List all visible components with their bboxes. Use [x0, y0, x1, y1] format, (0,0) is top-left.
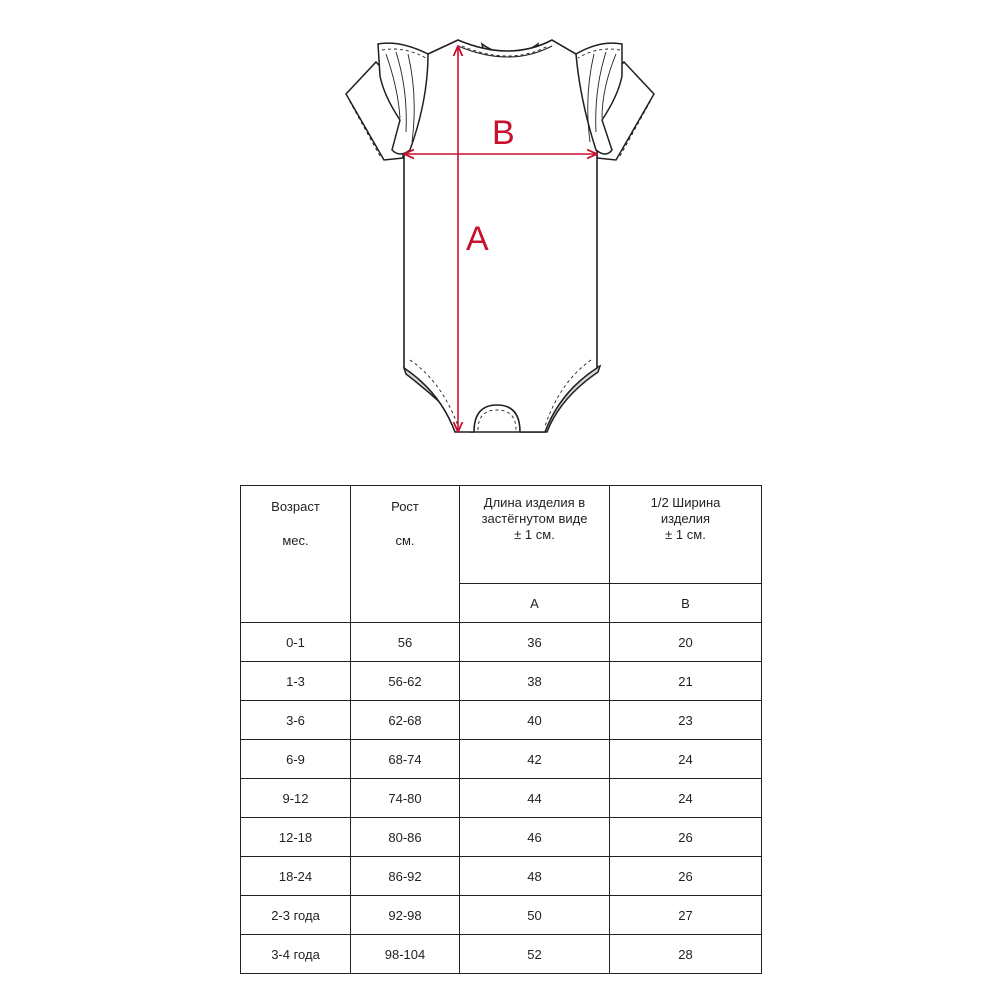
subheader-length: A — [460, 584, 610, 623]
size-chart-table — [240, 485, 762, 974]
cell-age: 1-3 — [241, 662, 351, 701]
bodysuit-diagram — [0, 0, 1000, 470]
cell-length: 50 — [460, 896, 610, 935]
subheader-half-width: B — [610, 584, 762, 623]
header-length: Длина изделия в застёгнутом виде ± 1 см. — [460, 486, 610, 584]
cell-half-width: 28 — [610, 935, 762, 974]
cell-age: 0-1 — [241, 623, 351, 662]
cell-height: 62-68 — [351, 701, 460, 740]
table-row — [241, 740, 762, 779]
cell-age: 6-9 — [241, 740, 351, 779]
cell-height: 56 — [351, 623, 460, 662]
bodysuit-body — [404, 40, 597, 432]
table-row — [241, 662, 762, 701]
cell-height: 56-62 — [351, 662, 460, 701]
cell-length: 52 — [460, 935, 610, 974]
cell-half-width: 27 — [610, 896, 762, 935]
table-row — [241, 818, 762, 857]
cell-height: 86-92 — [351, 857, 460, 896]
cell-length: 38 — [460, 662, 610, 701]
cell-length: 36 — [460, 623, 610, 662]
cell-height: 68-74 — [351, 740, 460, 779]
cell-age: 3-6 — [241, 701, 351, 740]
cell-length: 44 — [460, 779, 610, 818]
cell-half-width: 26 — [610, 857, 762, 896]
header-half-width: 1/2 Ширина изделия ± 1 см. — [610, 486, 762, 584]
table-row — [241, 935, 762, 974]
cell-age: 9-12 — [241, 779, 351, 818]
table-row — [241, 857, 762, 896]
table-row — [241, 701, 762, 740]
cell-age: 12-18 — [241, 818, 351, 857]
cell-length: 42 — [460, 740, 610, 779]
cell-length: 48 — [460, 857, 610, 896]
cell-half-width: 21 — [610, 662, 762, 701]
cell-half-width: 20 — [610, 623, 762, 662]
table-row — [241, 896, 762, 935]
cell-age: 2-3 года — [241, 896, 351, 935]
cell-half-width: 24 — [610, 779, 762, 818]
cell-age: 3-4 года — [241, 935, 351, 974]
header-height: Рост см. — [351, 486, 460, 623]
cell-age: 18-24 — [241, 857, 351, 896]
measure-label-a: A — [466, 220, 489, 258]
cell-height: 92-98 — [351, 896, 460, 935]
cell-height: 98-104 — [351, 935, 460, 974]
cell-height: 74-80 — [351, 779, 460, 818]
cell-half-width: 24 — [610, 740, 762, 779]
cell-length: 40 — [460, 701, 610, 740]
cell-height: 80-86 — [351, 818, 460, 857]
cell-length: 46 — [460, 818, 610, 857]
cell-half-width: 26 — [610, 818, 762, 857]
table-row — [241, 779, 762, 818]
table-row — [241, 623, 762, 662]
measure-label-b: B — [492, 114, 515, 152]
cell-half-width: 23 — [610, 701, 762, 740]
header-age: Возраст мес. — [241, 486, 351, 623]
